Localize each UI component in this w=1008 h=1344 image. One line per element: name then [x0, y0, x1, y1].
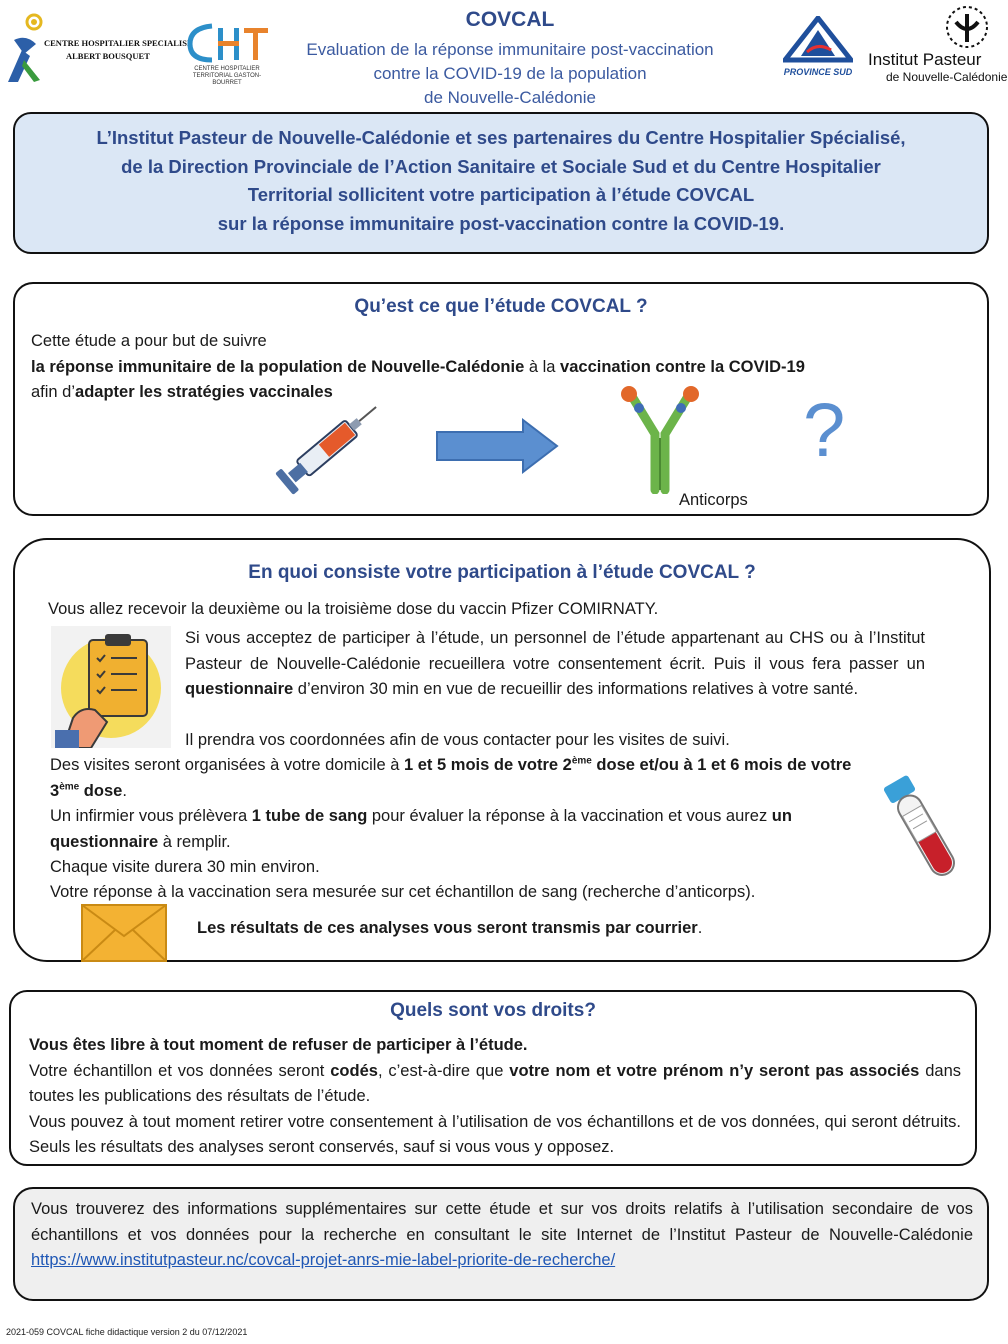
- pasteur-logo-text-2: de Nouvelle-Calédonie: [886, 70, 1008, 84]
- clipboard-hand-icon: [51, 626, 171, 748]
- section-3-text: [29, 1033, 961, 1161]
- s3-paragraph-1: Vous êtes libre à tout moment de refuser de participer à l’étude.: [29, 1036, 528, 1054]
- section-3-title: Quels sont vos droits?: [390, 1000, 596, 1021]
- s2-intro: Vous allez recevoir la deuxième ou la troisième dose du vaccin Pfizer COMIRNATY.: [48, 600, 659, 618]
- intro-line-2: de la Direction Provinciale de l’Action Sanitaire et Sociale Sud et du Centre Hospitalier: [121, 155, 881, 177]
- logo-institut-pasteur: [860, 4, 1006, 94]
- s2-paragraph-7: Les résultats de ces analyses vous seront transmis par courrier.: [197, 919, 703, 937]
- section-more-info: [13, 1187, 989, 1301]
- blood-tube-icon: [883, 770, 963, 890]
- subtitle-line-1: Evaluation de la réponse immunitaire post-vaccination: [306, 40, 714, 59]
- antibody-icon: [615, 384, 705, 494]
- province-sud-icon: [783, 16, 853, 66]
- intro-line-3: Territorial sollicitent votre participation à l’étude COVCAL: [247, 184, 755, 205]
- chs-logo-text-2: ALBERT BOUSQUET: [66, 51, 150, 61]
- document-footer: 2021-059 COVCAL fiche didactique version 2 du 07/12/2021: [6, 1327, 248, 1337]
- chs-figure-icon: [4, 10, 44, 86]
- envelope-icon: [81, 904, 167, 962]
- subtitle-line-2: contre la COVID-19 de la population: [373, 64, 647, 83]
- province-sud-text: PROVINCE SUD: [783, 67, 853, 77]
- section-participation: [13, 538, 991, 962]
- section-rights: [9, 990, 977, 1166]
- s3-paragraph-2: Votre échantillon et vos données seront codés, c’est-à-dire que votre nom et votre prénom n’y seront pas associés dans toutes les publications des résultats de l’étude.: [29, 1061, 961, 1105]
- s3-paragraph-3: Vous pouvez à tout moment retirer votre consentement à l’utilisation de vos échantillons et de vos données, qui seront détruits. Seuls les résultats des analyses seront conservés, sauf si vous vous y opposez.: [29, 1112, 961, 1156]
- section-1-title: Qu’est ce que l’étude COVCAL ?: [354, 296, 648, 317]
- s1-line-2: la réponse immunitaire de la population de Nouvelle-Calédonie à la vaccination contre la COVID-19: [31, 357, 805, 376]
- s2-paragraph-6: Votre réponse à la vaccination sera mesurée sur cet échantillon de sang (recherche d’anticorps).: [50, 883, 756, 901]
- antibody-label: Anticorps: [679, 491, 748, 509]
- section-4-text: Vous trouverez des informations supplémentaires sur cette étude et sur vos droits relatifs à l’utilisation secondaire de vos échantillons et vos données pour la recherche en consultant le site Internet de l’Institut Pasteur de Nouvelle-Calédonie https://www.institutpasteur.nc/covcal-projet-anrs-mie-label-priorite-de-recherche/: [31, 1200, 973, 1269]
- s2-paragraph-3: Des visites seront organisées à votre domicile à 1 et 5 mois de votre 2ème dose et/ou à 1 et 6 mois de votre 3ème dose.: [50, 755, 852, 800]
- cht-logo-text: CENTRE HOSPITALIER TERRITORIAL GASTON-BOURRET: [192, 66, 262, 86]
- logo-province-sud: [783, 16, 853, 80]
- intro-line-1: L’Institut Pasteur de Nouvelle-Calédonie et ses partenaires du Centre Hospitalier Spécialisé,: [96, 127, 906, 148]
- page-subtitle: [250, 38, 770, 110]
- intro-line-4: sur la réponse immunitaire post-vaccination contre la COVID-19.: [217, 212, 785, 234]
- s2-paragraph-2: Il prendra vos coordonnées afin de vous contacter pour les visites de suivi.: [185, 731, 730, 749]
- s1-line-3: afin d’adapter les stratégies vaccinales: [31, 383, 333, 401]
- question-mark: ?: [803, 388, 846, 473]
- section-what-is-covcal: [13, 282, 989, 516]
- logo-chs: [4, 10, 193, 86]
- pasteur-logo-text-1: Institut Pasteur: [868, 50, 982, 69]
- section-2-title: En quoi consiste votre participation à l’étude COVCAL ?: [248, 562, 756, 583]
- s2-paragraph-4: Un infirmier vous prélèvera 1 tube de sang pour évaluer la réponse à la vaccination et vous aurez un questionnaire à remplir.: [50, 807, 792, 851]
- arrow-right-icon: [435, 418, 560, 474]
- subtitle-line-3: de Nouvelle-Calédonie: [423, 88, 596, 107]
- intro-box: [13, 112, 989, 254]
- chs-logo-text-1: CENTRE HOSPITALIER SPECIALISE: [44, 38, 193, 48]
- s2-paragraph-5: Chaque visite durera 30 min environ.: [50, 858, 320, 876]
- syringe-icon: [265, 392, 395, 502]
- s2-paragraph-1: Si vous acceptez de participer à l’étude, un personnel de l’étude appartenant au CHS ou à l’Institut Pasteur de Nouvelle-Calédonie recueillera votre consentement écrit. Puis il vous fera passer un questionnaire d’environ 30 min en vue de recueillir des informations relatives à votre santé.: [185, 629, 925, 698]
- intro-text: [35, 124, 967, 238]
- s1-line-1: Cette étude a pour but de suivre: [31, 332, 267, 350]
- page-title: COVCAL: [465, 8, 555, 31]
- pasteur-emblem-icon: [942, 4, 992, 50]
- covcal-website-link[interactable]: https://www.institutpasteur.nc/covcal-projet-anrs-mie-label-priorite-de-recherche/: [31, 1251, 616, 1269]
